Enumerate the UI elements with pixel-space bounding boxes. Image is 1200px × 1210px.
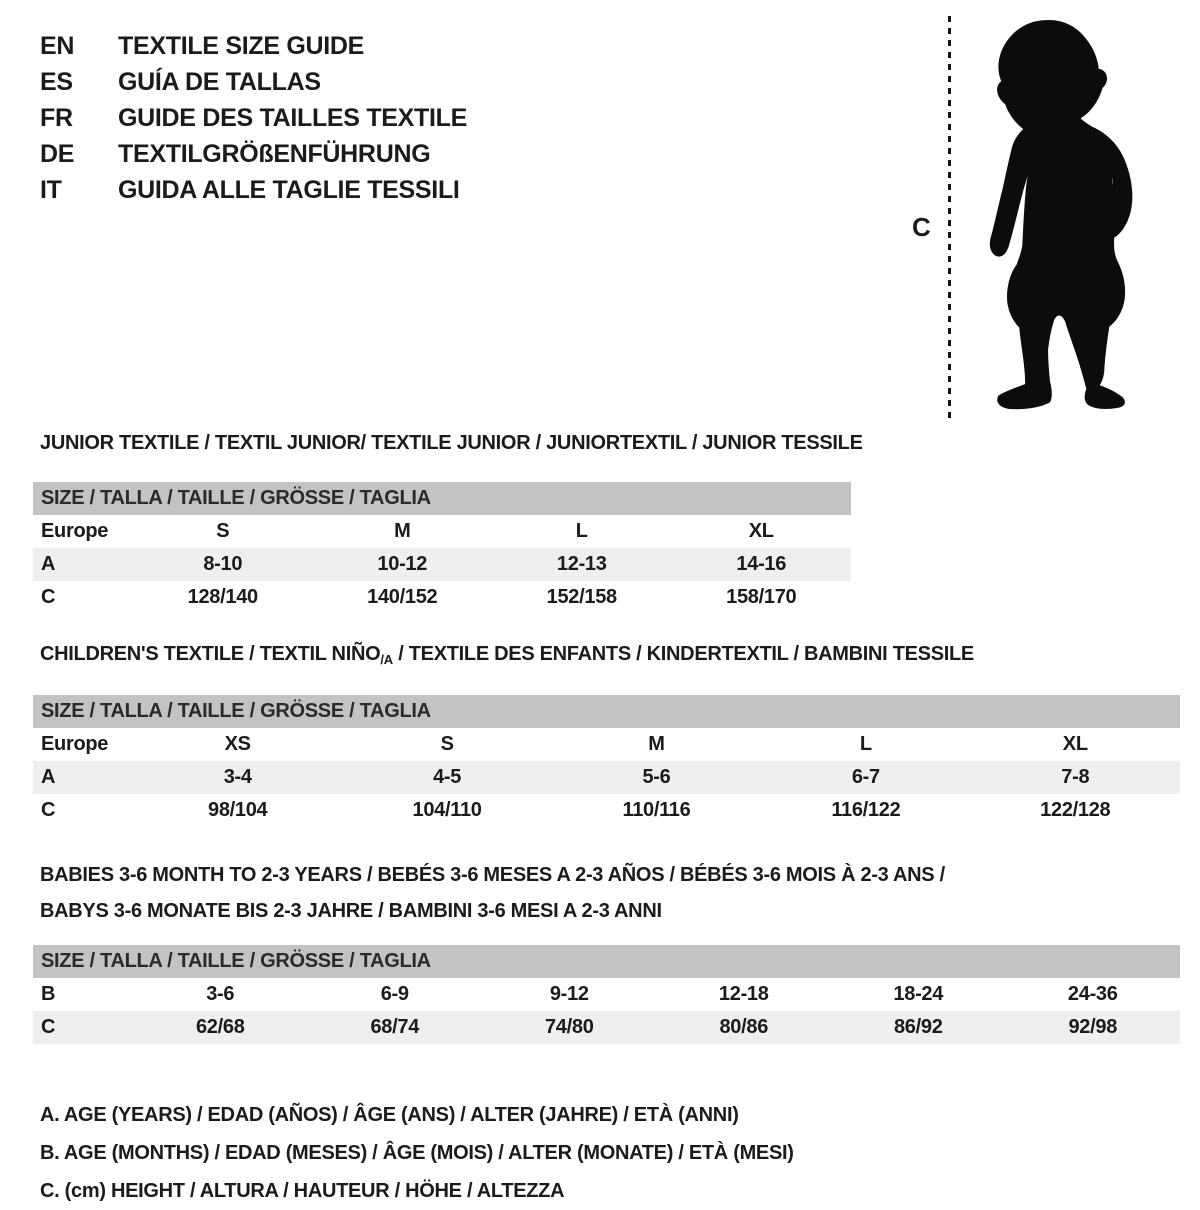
- size-cell: 104/110: [412, 799, 482, 821]
- children-section-title: [40, 643, 1180, 671]
- section-junior: [33, 432, 1180, 614]
- size-cell: 3-4: [223, 766, 252, 788]
- size-cell: 6-9: [380, 983, 409, 1005]
- size-cell: XS: [224, 733, 251, 755]
- lang-title-en: TEXTILE SIZE GUIDE: [118, 32, 365, 60]
- size-cell: 7-8: [1061, 766, 1090, 788]
- table-row: [33, 978, 1180, 1011]
- lang-title-fr: GUIDE DES TAILLES TEXTILE: [118, 104, 468, 132]
- size-cell: 12-18: [718, 983, 769, 1005]
- lang-code-fr: FR: [40, 104, 73, 132]
- children-title-subscript: /A: [380, 652, 393, 667]
- dashed-measure-line: [948, 16, 951, 418]
- babies-size-table: [33, 945, 1180, 1044]
- size-cell: 92/98: [1068, 1016, 1118, 1038]
- lang-row-it: [40, 172, 467, 208]
- table-row: [33, 761, 1180, 794]
- size-cell: L: [859, 733, 872, 755]
- babies-title-line1: BABIES 3-6 MONTH TO 2-3 YEARS / BEBÉS 3-6 MESES A 2-3 AÑOS / BÉBÉS 3-6 MOIS À 2-3 ANS /: [40, 864, 945, 886]
- section-babies: [33, 857, 1180, 1044]
- size-cell: 9-12: [549, 983, 589, 1005]
- lang-row-en: [40, 28, 467, 64]
- table-row: [33, 728, 1180, 761]
- lang-code-de: DE: [40, 140, 75, 168]
- lang-title-it: GUIDA ALLE TAGLIE TESSILI: [118, 176, 460, 204]
- size-cell: 80/86: [719, 1016, 769, 1038]
- size-cell: 6-7: [851, 766, 880, 788]
- measure-c-label: C: [912, 212, 931, 242]
- size-cell: 86/92: [893, 1016, 943, 1038]
- children-title-suffix: / TEXTILE DES ENFANTS / KINDERTEXTIL / BAMBINI TESSILE: [392, 643, 974, 665]
- size-cell: 68/74: [370, 1016, 420, 1038]
- legend-line-b: B. AGE (MONTHS) / EDAD (MESES) / ÂGE (MOIS) / ALTER (MONATE) / ETÀ (MESI): [40, 1142, 794, 1164]
- size-cell: S: [216, 520, 230, 542]
- size-cell: 116/122: [831, 799, 901, 821]
- size-cell: M: [394, 520, 411, 542]
- section-children: [33, 643, 1180, 827]
- size-cell: 122/128: [1040, 799, 1111, 821]
- children-size-table: [33, 695, 1180, 827]
- size-cell: 158/170: [726, 586, 797, 608]
- table-row: [33, 515, 851, 548]
- babies-title-line2: BABYS 3-6 MONATE BIS 2-3 JAHRE / BAMBINI 3-6 MESI A 2-3 ANNI: [40, 900, 662, 922]
- children-title-prefix: CHILDREN'S TEXTILE / TEXTIL NIÑO: [40, 643, 381, 665]
- size-cell: 18-24: [893, 983, 944, 1005]
- size-cell: 4-5: [433, 766, 462, 788]
- size-cell: S: [440, 733, 454, 755]
- size-cell: 140/152: [367, 586, 438, 608]
- table-row: [33, 1011, 1180, 1044]
- size-cell: 74/80: [544, 1016, 594, 1038]
- junior-section-title: JUNIOR TEXTILE / TEXTIL JUNIOR/ TEXTILE JUNIOR / JUNIORTEXTIL / JUNIOR TESSILE: [40, 432, 863, 454]
- lang-row-de: [40, 136, 467, 172]
- lang-code-en: EN: [40, 32, 75, 60]
- lang-title-es: GUÍA DE TALLAS: [118, 68, 321, 96]
- language-title-list: [40, 28, 467, 208]
- size-cell: L: [575, 520, 588, 542]
- children-size-header-band: SIZE / TALLA / TAILLE / GRÖSSE / TAGLIA: [33, 695, 1180, 728]
- row-label: B: [41, 983, 56, 1005]
- size-cell: 3-6: [206, 983, 235, 1005]
- size-cell: XL: [748, 520, 774, 542]
- size-cell: 128/140: [187, 586, 258, 608]
- table-row: [33, 581, 851, 614]
- lang-row-es: [40, 64, 467, 100]
- size-cell: M: [648, 733, 665, 755]
- legend-line-c: C. (cm) HEIGHT / ALTURA / HAUTEUR / HÖHE / ALTEZZA: [40, 1180, 565, 1202]
- lang-title-de: TEXTILGRÖßENFÜHRUNG: [118, 140, 431, 168]
- lang-row-fr: [40, 100, 467, 136]
- legend-line-a: A. AGE (YEARS) / EDAD (AÑOS) / ÂGE (ANS) / ALTER (JAHRE) / ETÀ (ANNI): [40, 1104, 739, 1126]
- row-label: C: [41, 1016, 56, 1038]
- lang-code-it: IT: [40, 176, 62, 204]
- size-cell: 24-36: [1067, 983, 1118, 1005]
- size-cell: 62/68: [195, 1016, 245, 1038]
- height-measure-figure: [880, 0, 1200, 440]
- row-label: Europe: [41, 733, 109, 755]
- size-cell: XL: [1062, 733, 1088, 755]
- lang-code-es: ES: [40, 68, 73, 96]
- row-label: A: [41, 766, 56, 788]
- row-label: C: [41, 799, 56, 821]
- junior-size-table: [33, 482, 851, 614]
- size-cell: 10-12: [377, 553, 428, 575]
- size-cell: 98/104: [208, 799, 268, 821]
- babies-size-header-band: SIZE / TALLA / TAILLE / GRÖSSE / TAGLIA: [33, 945, 1180, 978]
- size-cell: 14-16: [736, 553, 787, 575]
- size-cell: 5-6: [642, 766, 671, 788]
- size-cell: 152/158: [546, 586, 617, 608]
- size-cell: 12-13: [556, 553, 607, 575]
- size-tables-content: [33, 432, 1180, 1210]
- table-row: [33, 548, 851, 581]
- baby-silhouette-icon: [964, 12, 1136, 418]
- table-row: [33, 794, 1180, 827]
- size-cell: 8-10: [203, 553, 243, 575]
- size-cell: 110/116: [622, 799, 691, 821]
- row-label: A: [41, 553, 56, 575]
- row-label: Europe: [41, 520, 109, 542]
- junior-size-header-band: SIZE / TALLA / TAILLE / GRÖSSE / TAGLIA: [33, 482, 851, 515]
- babies-section-title: [40, 857, 1180, 929]
- measurement-legend: [40, 1096, 1180, 1210]
- row-label: C: [41, 586, 56, 608]
